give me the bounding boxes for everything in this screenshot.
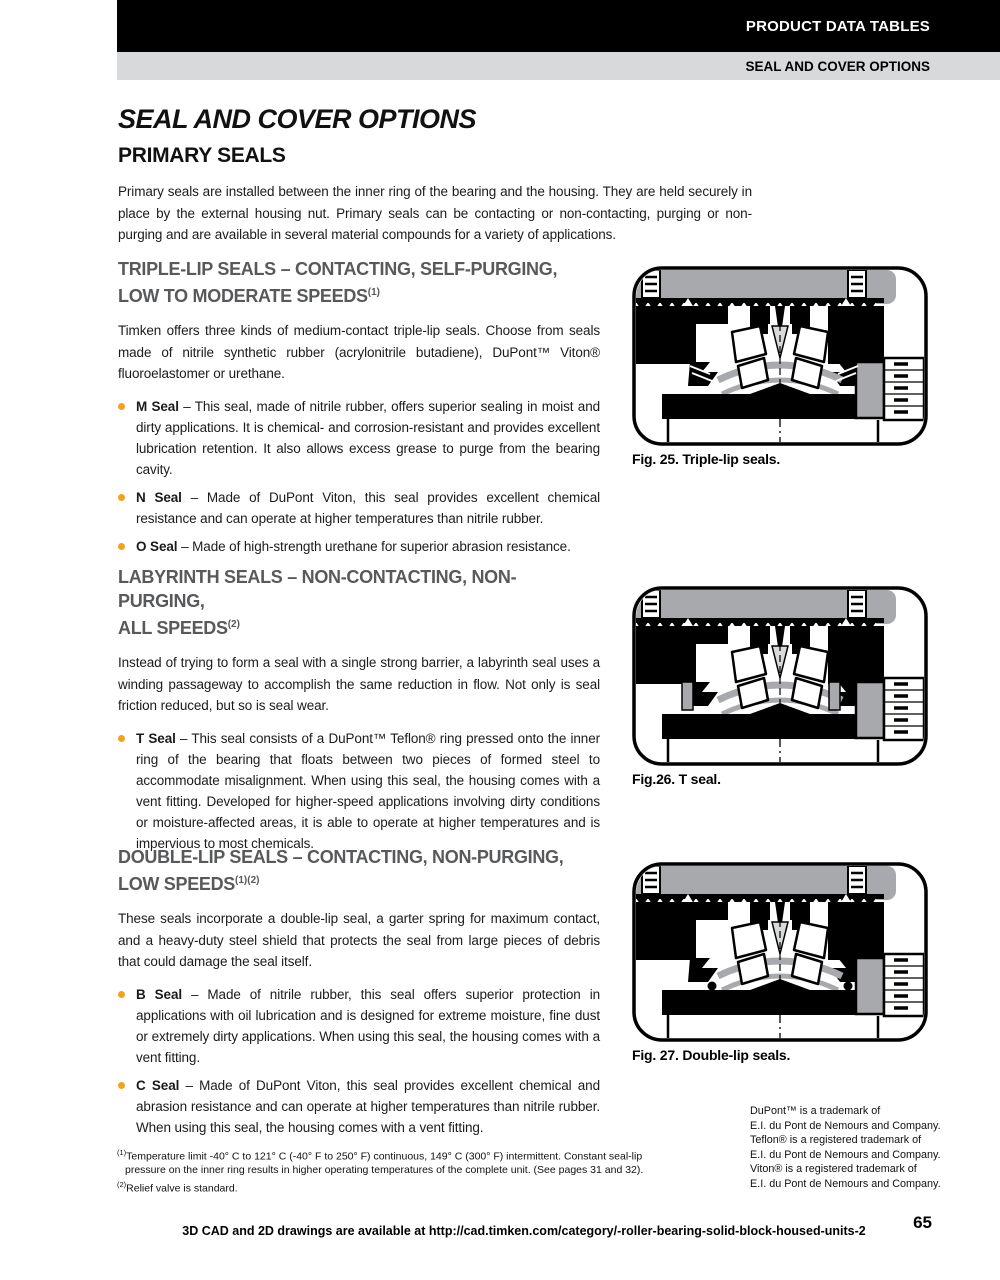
bullet-icon	[118, 735, 125, 742]
header-gray-bar	[117, 52, 1000, 80]
footnotes	[117, 1146, 662, 1196]
figure-caption: Fig. 27. Double-lip seals.	[632, 1047, 791, 1063]
seal-label: T Seal	[136, 730, 176, 746]
page-number: 65	[913, 1213, 932, 1232]
footer-cad-note: 3D CAD and 2D drawings are available at http://cad.timken.com/category/-roller-bearing-solid-block-housed-units-2	[182, 1224, 866, 1238]
section-triple-lip-seals	[118, 257, 600, 564]
footnote-text: Relief valve is standard.	[126, 1182, 238, 1194]
trademark-line: E.I. du Pont de Nemours and Company.	[750, 1177, 941, 1190]
list-item	[118, 728, 600, 854]
section-heading	[118, 565, 600, 640]
heading-line2: LOW SPEEDS	[118, 874, 236, 894]
section-heading	[118, 257, 600, 308]
heading-line1: DOUBLE-LIP SEALS – CONTACTING, NON-PURGING,	[118, 847, 564, 867]
footnote	[117, 1146, 662, 1178]
seal-description: – Made of high-strength urethane for superior abrasion resistance.	[181, 538, 571, 554]
list-item	[118, 1075, 600, 1138]
seal-label: C Seal	[136, 1077, 180, 1093]
list-item	[118, 487, 600, 529]
section-paragraph: Instead of trying to form a seal with a single strong barrier, a labyrinth seal uses a winding passageway to accomplish the same reduction in flow. Not only is seal friction reduced, but so is seal wear.	[118, 655, 600, 713]
bullet-icon	[118, 403, 125, 410]
page-subtitle: PRIMARY SEALS	[118, 144, 286, 167]
heading-line1: LABYRINTH SEALS – NON-CONTACTING, NON-PURGING,	[118, 567, 517, 611]
trademark-notices	[750, 1104, 941, 1192]
heading-footnote-marker: (1)(2)	[235, 875, 260, 886]
section-labyrinth-seals	[118, 565, 600, 861]
seal-description: – Made of DuPont Viton, this seal provides excellent chemical and abrasion resistance and can operate at higher temperatures than nitrile rubber. When using this seal, the housing comes with a vent fitting.	[136, 1077, 600, 1135]
seal-label: N Seal	[136, 489, 182, 505]
trademark-line: E.I. du Pont de Nemours and Company.	[750, 1119, 941, 1132]
bullet-icon	[118, 543, 125, 550]
section-paragraph: These seals incorporate a double-lip seal, a garter spring for maximum contact, and a heavy-duty steel shield that protects the seal from large pieces of debris that could damage the seal itself.	[118, 911, 600, 969]
page-title: SEAL AND COVER OPTIONS	[118, 104, 477, 134]
bearing-cross-section-diagram	[632, 266, 928, 446]
heading-footnote-marker: (2)	[227, 619, 240, 630]
section-paragraph: Timken offers three kinds of medium-contact triple-lip seals. Choose from seals made of nitrile synthetic rubber (acrylonitrile butadiene), DuPont™ Viton® fluoroelastomer or urethane.	[118, 323, 600, 381]
trademark-line: Viton® is a registered trademark of	[750, 1163, 917, 1176]
seal-description: – This seal, made of nitrile rubber, offers superior sealing in moist and dirty applications. It is chemical- and corrosion-resistant and provides excellent lubrication retention. It also allows excess grease to purge from the bearing cavity.	[136, 398, 601, 477]
section-double-lip-seals	[118, 845, 600, 1145]
intro-paragraph: Primary seals are installed between the inner ring of the bearing and the housing. They are held securely in place by the external housing nut. Primary seals can be contacting or non-contacting, purging or non-purging and are available in several material compounds for a variety of applications.	[118, 184, 752, 242]
heading-footnote-marker: (1)	[367, 287, 380, 298]
figure-triple-lip-seals	[632, 266, 928, 467]
list-item	[118, 536, 600, 557]
seal-label: O Seal	[136, 538, 178, 554]
figure-caption: Fig. 25. Triple-lip seals.	[632, 451, 781, 467]
trademark-line: DuPont™ is a trademark of	[750, 1105, 881, 1117]
footnote-marker: (1)	[117, 1148, 127, 1157]
section-heading	[118, 845, 600, 896]
heading-line2: ALL SPEEDS	[118, 618, 228, 638]
seal-label: M Seal	[136, 398, 179, 414]
seal-label: B Seal	[136, 986, 183, 1002]
trademark-line: E.I. du Pont de Nemours and Company.	[750, 1148, 941, 1161]
bearing-cross-section-diagram	[632, 862, 928, 1042]
bearing-cross-section-diagram	[632, 586, 928, 766]
list-item	[118, 984, 600, 1068]
seal-description: – This seal consists of a DuPont™ Teflon® ring pressed onto the inner ring of the bearing that floats between two pieces of formed steel to accommodate misalignment. When using this seal, the housing comes with a vent fitting. Developed for higher-speed applications involving dirty conditions or moisture-affected areas, it is able to operate at higher temperatures and is impervious to most chemicals.	[136, 730, 600, 851]
heading-line2: LOW TO MODERATE SPEEDS	[118, 286, 368, 306]
figure-caption: Fig.26. T seal.	[632, 771, 721, 787]
footnote-marker: (2)	[117, 1179, 127, 1189]
bullet-icon	[118, 991, 125, 998]
figure-t-seal	[632, 586, 928, 787]
heading-line1: TRIPLE-LIP SEALS – CONTACTING, SELF-PURGING,	[118, 259, 558, 279]
list-item	[118, 396, 600, 480]
bullet-icon	[118, 494, 125, 501]
figure-double-lip-seals	[632, 862, 928, 1063]
header-black-bar	[117, 0, 1000, 52]
seal-description: – Made of nitrile rubber, this seal offers superior protection in applications with oil lubrication and is designed for extreme moisture, fine dust or extremely dirty applications. When using this seal, the housing comes with a vent fitting.	[136, 986, 601, 1065]
header-title: PRODUCT DATA TABLES	[745, 17, 930, 35]
header-subtitle: SEAL AND COVER OPTIONS	[745, 58, 930, 74]
footnote	[117, 1178, 662, 1196]
title-block	[118, 104, 752, 246]
trademark-line: Teflon® is a registered trademark of	[750, 1134, 922, 1147]
footnote-text: Temperature limit -40° C to 121° C (-40° F to 250° F) continuous, 149° C (300° F) intermittent. Constant seal-lip pressure on the inner ring results in higher operating temperatures of the complete unit. (See pages 31 and 32).	[125, 1150, 644, 1176]
seal-description: – Made of DuPont Viton, this seal provides excellent chemical resistance and can operate at higher temperatures than nitrile rubber.	[136, 489, 601, 526]
bullet-icon	[118, 1082, 125, 1089]
